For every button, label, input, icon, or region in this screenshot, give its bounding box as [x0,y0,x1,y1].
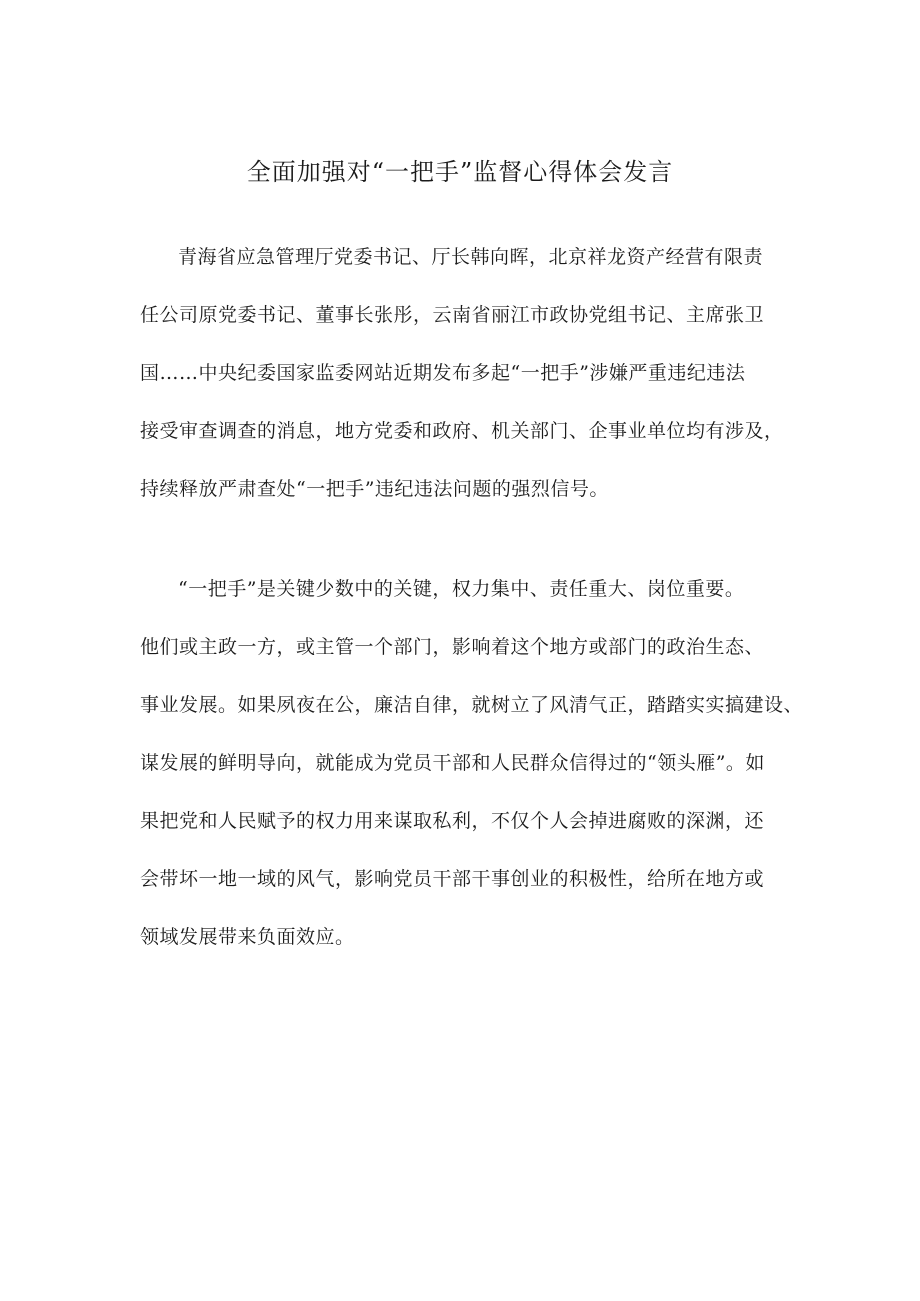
paragraph-line: 国……中央纪委国家监委网站近期发布多起“一把手”涉嫌严重违纪违法 [140,362,746,384]
paragraph-line: 会带坏一地一域的风气，影响党员干部干事创业的积极性，给所在地方或 [140,868,765,890]
paragraph-line: 他们或主政一方，或主管一个部门，影响着这个地方或部门的政治生态、 [140,636,765,658]
paragraph-line: 领域发展带来负面效应。 [140,926,355,948]
paragraph-line: 事业发展。如果夙夜在公，廉洁自律，就树立了风清气正，踏踏实实搞建设、 [140,694,804,716]
document-title: 全面加强对“一把手”监督心得体会发言 [246,158,674,186]
paragraph-2 [140,560,804,966]
paragraph-line: 持续释放严肃查处“一把手”违纪违法问题的强烈信号。 [140,478,609,500]
paragraph-line: 谋发展的鲜明导向，就能成为党员干部和人民群众信得过的“领头雁”。如 [140,752,765,774]
paragraph-line: 任公司原党委书记、董事长张彤，云南省丽江市政协党组书记、主席张卫 [140,304,765,326]
paragraph-line: 接受审查调查的消息，地方党委和政府、机关部门、企事业单位均有涉及， [140,420,784,442]
paragraph-line: “一把手”是关键少数中的关键，权力集中、责任重大、岗位重要。 [178,578,745,600]
paragraph-1 [140,228,800,518]
paragraph-line: 青海省应急管理厅党委书记、厅长韩向晖，北京祥龙资产经营有限责 [178,246,764,268]
paragraph-line: 果把党和人民赋予的权力用来谋取私利，不仅个人会掉进腐败的深渊，还 [140,810,765,832]
